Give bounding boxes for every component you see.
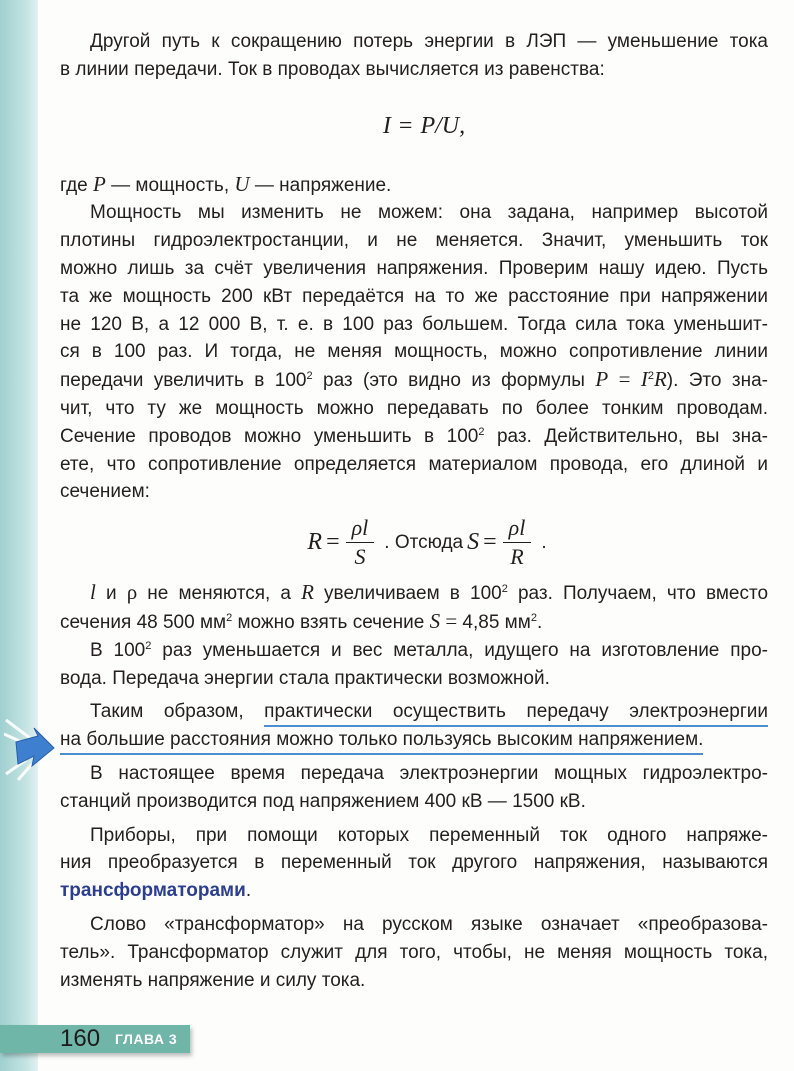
text-segment: Сечение проводов можно уменьшить в 100 bbox=[60, 425, 479, 447]
math-symbol: P bbox=[595, 367, 609, 392]
text-segment: ). Это зна- bbox=[666, 370, 768, 392]
text-line bbox=[60, 967, 768, 995]
key-idea-arrow-icon bbox=[4, 712, 60, 782]
math-symbol: P bbox=[93, 171, 106, 196]
text-segment: вода. Передача энергии стала практически возможной. bbox=[60, 667, 550, 689]
math-symbol: l bbox=[90, 580, 96, 605]
highlighted-statement: на большие расстояния можно только пользуясь высоким напряжением. bbox=[60, 729, 703, 755]
text-line bbox=[60, 478, 768, 506]
page-number: 160 bbox=[60, 1025, 101, 1052]
paragraph bbox=[60, 28, 768, 84]
text-segment: Таким образом, bbox=[90, 701, 265, 723]
formula-current bbox=[60, 84, 768, 171]
text-segment: ния преобразуется в переменный ток другого напряжения, называются bbox=[60, 852, 768, 874]
text-segment: В 100 bbox=[90, 639, 146, 661]
text-line bbox=[60, 451, 768, 479]
key-term: трансформаторами bbox=[60, 880, 246, 902]
text-segment: изменять напряжение и силу тока. bbox=[60, 969, 366, 991]
formula-lhs: I bbox=[382, 113, 391, 140]
fraction bbox=[503, 514, 532, 571]
text-segment: ете, что сопротивление определяется материалом провода, его длиной и bbox=[60, 453, 768, 475]
text-segment: можно взять сечение bbox=[232, 611, 430, 633]
text-segment: увеличиваем в 100 bbox=[313, 583, 502, 605]
text-line bbox=[60, 283, 768, 311]
text-segment: . bbox=[536, 611, 543, 633]
numerator: ρl bbox=[346, 514, 375, 543]
text-segment: Мощность мы изменить не можем: она задана, например высотой bbox=[90, 202, 768, 224]
text-line bbox=[60, 171, 768, 200]
text-line bbox=[60, 56, 768, 84]
text-segment: раз. Получаем, что вместо bbox=[507, 583, 769, 605]
text-segment: В настоящее время передача электроэнергии мощных гидроэлектро- bbox=[90, 762, 768, 784]
text-line bbox=[60, 395, 768, 423]
text-segment: ся в 100 раз. И тогда, не меняя мощность, можно сопротивление линии bbox=[60, 341, 768, 363]
text-line bbox=[60, 822, 768, 850]
text-line bbox=[60, 698, 768, 726]
text-segment: раз уменьшается и вес металла, идущего на изготовление про- bbox=[151, 639, 768, 661]
text-segment: Слово «трансформатор» на русском языке означает «преобразова- bbox=[90, 913, 768, 935]
formula-rhs: P/U, bbox=[420, 113, 466, 140]
math-symbol: U bbox=[234, 171, 250, 196]
page-footer bbox=[0, 1025, 190, 1053]
paragraph bbox=[60, 637, 768, 693]
math-symbol: ρ bbox=[126, 580, 138, 605]
chapter-label: ГЛАВА 3 bbox=[115, 1031, 178, 1047]
superscript: 2 bbox=[501, 583, 508, 596]
text-segment: раз (это видно из формулы bbox=[312, 370, 596, 392]
math-symbol: = bbox=[440, 608, 463, 633]
paragraph-key-idea bbox=[60, 698, 768, 754]
text-line bbox=[60, 726, 768, 754]
text-line bbox=[60, 311, 768, 339]
text-segment: та же мощность 200 кВт передаётся на то же расстояние при напряжении bbox=[60, 285, 768, 307]
superscript: 2 bbox=[226, 611, 233, 624]
text-segment: и bbox=[95, 583, 127, 605]
text-segment: — мощность, bbox=[105, 174, 235, 196]
text-segment: — напряжение. bbox=[249, 174, 392, 196]
page-body bbox=[60, 28, 768, 994]
formula-s: S bbox=[467, 528, 480, 555]
paragraph bbox=[60, 171, 768, 200]
formula-resistance bbox=[60, 506, 768, 579]
text-segment: тель». Трансформатор служит для того, чтобы, не меняя мощность тока, bbox=[60, 941, 768, 963]
denominator: S bbox=[354, 544, 366, 570]
text-segment: чит, что ту же мощность можно передавать по более тонким проводам. bbox=[60, 397, 768, 419]
text-line bbox=[60, 608, 768, 637]
math-symbol: I bbox=[640, 367, 648, 392]
text-segment: Приборы, при помощи которых переменный ток одного напряже- bbox=[90, 824, 768, 846]
text-segment: раз. Действительно, вы зна- bbox=[484, 425, 768, 447]
text-line bbox=[60, 637, 768, 665]
text-segment: не 120 В, а 12 000 В, т. е. в 100 раз большем. Тогда сила тока уменьшит- bbox=[60, 313, 768, 335]
text-segment: Другой путь к сокращению потерь энергии в ЛЭП — уменьшение тока bbox=[90, 31, 768, 52]
text-segment: 4,85 мм bbox=[462, 611, 531, 633]
text-segment: сечения 48 500 мм bbox=[60, 611, 227, 633]
numerator: ρl bbox=[503, 514, 532, 543]
text-line bbox=[60, 939, 768, 967]
text-segment: . bbox=[245, 880, 252, 902]
math-symbol: R bbox=[653, 367, 667, 392]
text-segment: можно лишь за счёт увеличения напряжения. Проверим нашу идею. Пусть bbox=[60, 257, 768, 279]
text-line bbox=[60, 423, 768, 451]
text-line bbox=[60, 665, 768, 693]
formula-equals: = bbox=[483, 528, 497, 555]
formula-text: . Отсюда bbox=[384, 531, 464, 553]
math-symbol: R bbox=[301, 580, 314, 605]
text-line bbox=[60, 877, 768, 905]
fraction bbox=[346, 514, 375, 571]
formula-period: . bbox=[541, 531, 547, 553]
text-line bbox=[60, 788, 768, 816]
paragraph bbox=[60, 760, 768, 816]
text-segment: станций производится под напряжением 400 кВ — 1500 кВ. bbox=[60, 790, 586, 812]
text-line bbox=[60, 199, 768, 227]
math-symbol: = bbox=[608, 367, 641, 392]
text-line bbox=[60, 338, 768, 366]
text-segment: в линии передачи. Ток в проводах вычисляется из равенства: bbox=[60, 58, 605, 80]
formula-r: R bbox=[307, 528, 323, 555]
denominator: R bbox=[510, 544, 524, 570]
text-segment: не меняются, а bbox=[137, 583, 302, 605]
paragraph bbox=[60, 199, 768, 506]
paragraph bbox=[60, 579, 768, 637]
paragraph bbox=[60, 911, 768, 994]
text-segment: сечением: bbox=[60, 481, 150, 503]
text-segment: плотины гидроэлектростанции, и не меняется. Значит, уменьшить ток bbox=[60, 230, 768, 252]
text-line bbox=[60, 28, 768, 56]
superscript: 2 bbox=[530, 611, 537, 624]
text-line bbox=[60, 911, 768, 939]
formula-equals: = bbox=[398, 113, 413, 140]
text-line bbox=[60, 849, 768, 877]
text-line bbox=[60, 255, 768, 283]
text-segment: передачи увеличить в 100 bbox=[60, 370, 307, 392]
text-line bbox=[60, 227, 768, 255]
superscript: 2 bbox=[647, 370, 654, 383]
text-line bbox=[60, 760, 768, 788]
paragraph bbox=[60, 822, 768, 905]
text-segment: где bbox=[60, 174, 94, 196]
superscript: 2 bbox=[145, 639, 152, 652]
math-symbol: S bbox=[429, 608, 441, 633]
highlighted-statement: практически осуществить передачу электроэнергии bbox=[264, 701, 768, 727]
superscript: 2 bbox=[306, 370, 313, 383]
text-line bbox=[60, 366, 768, 395]
superscript: 2 bbox=[478, 425, 485, 438]
text-line bbox=[60, 579, 768, 608]
formula-equals: = bbox=[326, 528, 340, 555]
page-edge-strip bbox=[0, 0, 38, 1071]
